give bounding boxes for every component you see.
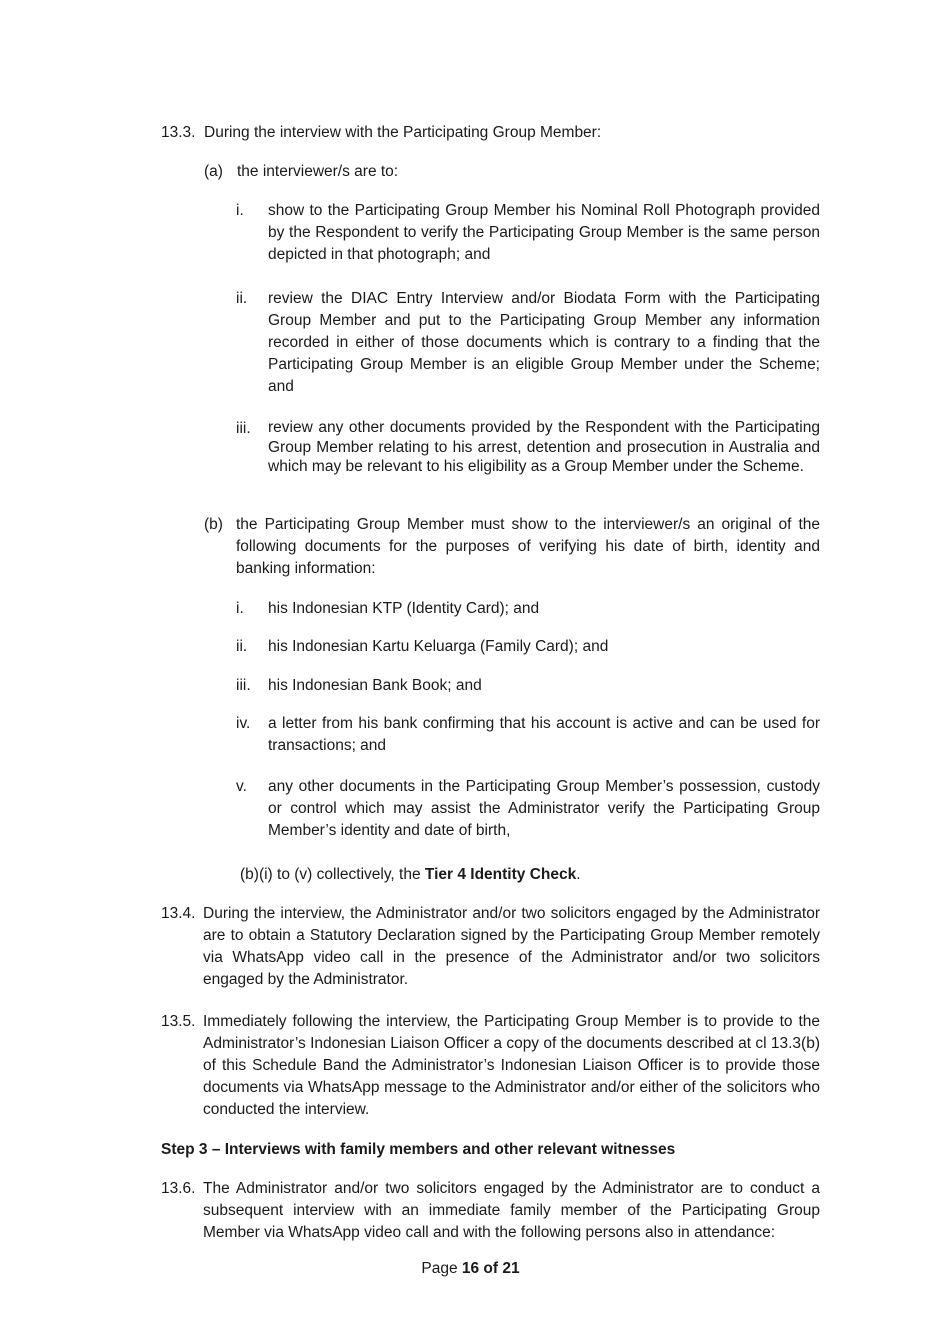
clause-number: 13.6. [161, 1180, 196, 1197]
defined-term-sentence [240, 864, 820, 886]
clause-text: The Administrator and/or two solicitors engaged by the Administrator are to conduct a subsequent interview with an immediate family member of the Participating Group Member via WhatsApp video call and with the following persons also in attendance: [203, 1180, 820, 1241]
subclause-text: the Participating Group Member must show to the interviewer/s an original of the following documents for the purposes of verifying his date of birth, identity and banking information: [236, 516, 820, 577]
subclause-label: (a) [204, 163, 223, 180]
clause-text: During the interview with the Participating Group Member: [204, 124, 602, 141]
clause-number: 13.5. [161, 1013, 196, 1030]
defined-term-prefix: (b)(i) to (v) collectively, the [240, 866, 425, 883]
item-text: his Indonesian KTP (Identity Card); and [268, 600, 540, 617]
item-number: ii. [236, 638, 248, 655]
clause-text: During the interview, the Administrator and/or two solicitors engaged by the Administrator are to obtain a Statutory Declaration signed by the Participating Group Member remotely via WhatsApp video call in the presence of the Administrator and/or two solicitors engaged by the Administrator. [203, 905, 820, 988]
item-text: his Indonesian Bank Book; and [268, 677, 482, 694]
item-number: i. [236, 202, 244, 219]
item-text: review any other documents provided by the Respondent with the Participating Group Member relating to his arrest, detention and prosecution in Australia and which may be relevant to his eligibility as a Group Member under the Scheme. [268, 419, 820, 475]
item-text: show to the Participating Group Member his Nominal Roll Photograph provided by the Respondent to verify the Participating Group Member is the same person depicted in that photograph; and [268, 202, 820, 263]
subclause-label: (b) [204, 516, 223, 533]
defined-term: Tier 4 Identity Check [424, 866, 577, 883]
subclause-text: the interviewer/s are to: [237, 163, 399, 180]
item-text: a letter from his bank confirming that his account is active and can be used for transactions; and [268, 715, 820, 754]
page-prefix: Page [421, 1260, 462, 1277]
item-number: v. [236, 778, 247, 795]
item-text: review the DIAC Entry Interview and/or Biodata Form with the Participating Group Member and put to the Participating Group Member any information recorded in either of those documents which is contrary to a finding that the Participating Group Member is an eligible Group Member under the Scheme; and [268, 290, 820, 395]
item-number: ii. [236, 290, 248, 307]
page-current: 16 [461, 1260, 480, 1277]
item-text: his Indonesian Kartu Keluarga (Family Card); and [268, 638, 609, 655]
clause-text: Immediately following the interview, the Participating Group Member is to provide to the Administrator’s Indonesian Liaison Officer a copy of the documents described at cl 13.3(b) of this Schedule Band the Administrator’s Indonesian Liaison Officer is to provide those documents via WhatsApp message to the Administrator and/or either of the solicitors who conducted the interview. [203, 1013, 820, 1118]
clause-number: 13.4. [161, 905, 196, 922]
defined-term-suffix: . [576, 866, 581, 883]
page-of: of [479, 1260, 503, 1277]
clause-number: 13.3. [161, 124, 196, 141]
item-number: iii. [236, 420, 251, 437]
step-heading: Step 3 – Interviews with family members and other relevant witnesses [161, 1141, 676, 1158]
item-number: i. [236, 600, 244, 617]
item-number: iii. [236, 677, 251, 694]
page-footer [0, 1258, 941, 1280]
item-text: any other documents in the Participating Group Member’s possession, custody or control which may assist the Administrator verify the Participating Group Member’s identity and date of birth, [268, 778, 820, 839]
page-total: 21 [502, 1260, 520, 1277]
item-number: iv. [236, 715, 251, 732]
